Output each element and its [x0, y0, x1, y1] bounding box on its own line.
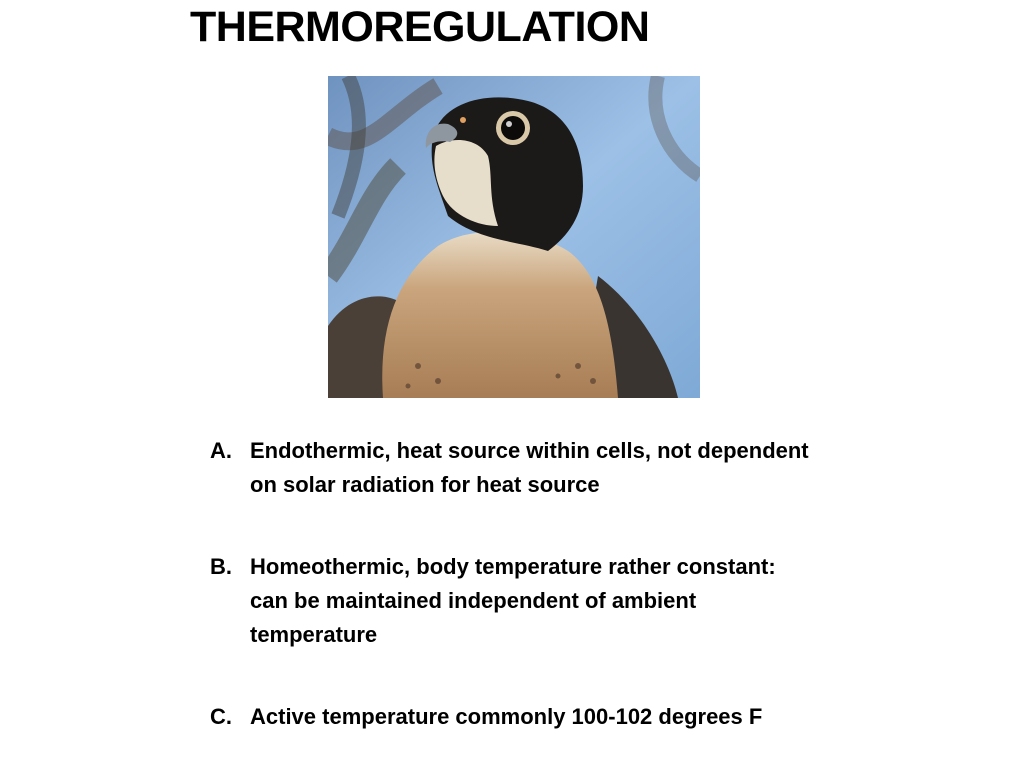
bullet-marker: A.: [210, 438, 232, 463]
bullet-marker: C.: [210, 704, 232, 729]
bullet-item-a: [210, 434, 810, 502]
bullet-text: Homeothermic, body temperature rather constant: can be maintained independent of ambient temperature: [250, 554, 776, 647]
bullet-list: [210, 434, 810, 782]
bullet-item-c: [210, 700, 810, 734]
bullet-marker: B.: [210, 554, 232, 579]
slide-title: THERMOREGULATION: [190, 3, 650, 51]
falcon-photo: [328, 76, 700, 398]
bullet-text: Endothermic, heat source within cells, not dependent on solar radiation for heat source: [250, 438, 809, 497]
falcon-illustration: [328, 76, 700, 398]
bullet-item-b: [210, 550, 810, 652]
bullet-text: Active temperature commonly 100-102 degrees F: [250, 704, 763, 729]
